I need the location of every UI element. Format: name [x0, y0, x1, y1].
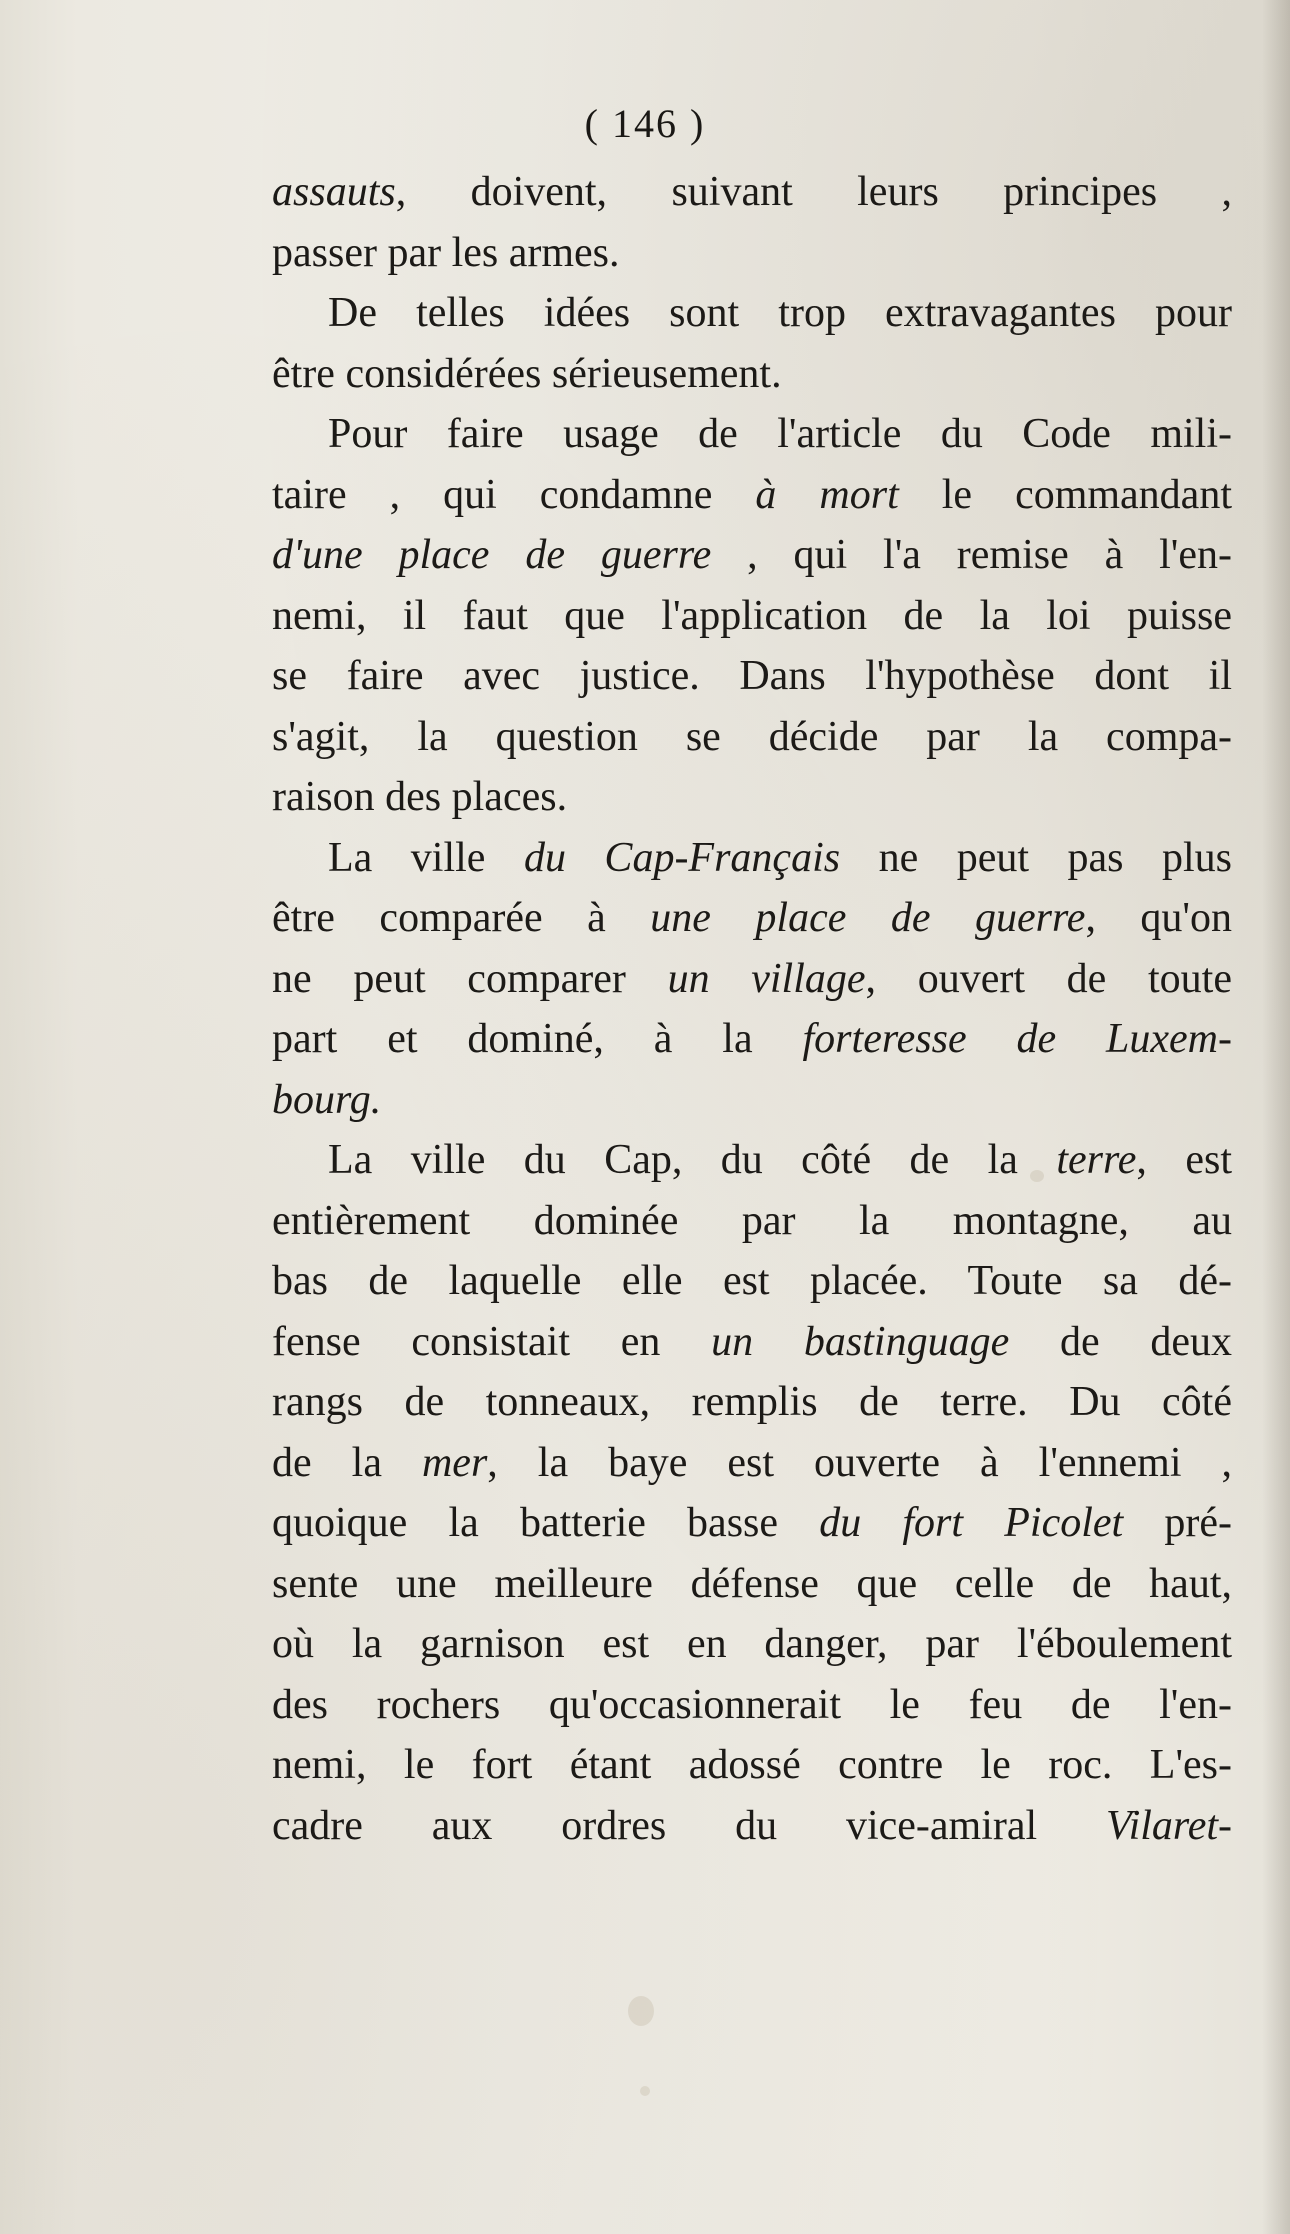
italic-text-segment: assauts	[272, 169, 396, 215]
text-segment: nemi, le fort étant adossé contre le roc. L'es-	[272, 1742, 1232, 1788]
text-segment: , la baye est ouverte à l'ennemi ,	[487, 1439, 1233, 1486]
text-line	[272, 1614, 1232, 1675]
text-line	[272, 1312, 1232, 1373]
text-segment: taire , qui condamne	[272, 471, 756, 518]
text-segment: être considérées sérieusement.	[272, 350, 782, 397]
text-segment: pré-	[1123, 1500, 1232, 1546]
text-line	[272, 223, 1232, 284]
text-line	[272, 646, 1232, 707]
text-segment: de la	[272, 1439, 422, 1486]
text-line	[272, 1493, 1232, 1554]
text-segment: où la garnison est en danger, par l'éboulement	[272, 1621, 1232, 1667]
text-line	[272, 1796, 1232, 1857]
text-segment: passer par les armes.	[272, 229, 620, 276]
text-segment: rangs de tonneaux, remplis de terre. Du côté	[272, 1379, 1232, 1425]
text-line	[272, 344, 1232, 405]
paper-stain	[640, 2086, 650, 2096]
text-segment: s'agit, la question se décide par la compa-	[272, 713, 1232, 760]
text-line	[272, 1191, 1232, 1252]
italic-text-segment: d'une place de guerre	[272, 532, 712, 578]
text-segment: La ville	[328, 834, 524, 881]
italic-text-segment: du fort Picolet	[819, 1500, 1124, 1546]
text-segment: le commandant	[898, 471, 1232, 518]
text-line	[272, 949, 1232, 1010]
text-segment: nemi, il faut que l'application de la loi puisse	[272, 592, 1232, 639]
italic-text-segment: forteresse de Luxem-	[802, 1016, 1232, 1062]
italic-text-segment: bourg.	[272, 1076, 382, 1123]
text-segment: , qu'on	[1085, 895, 1232, 941]
italic-text-segment: du Cap-Français	[523, 834, 841, 881]
italic-text-segment: une place de guerre	[650, 895, 1086, 941]
text-line	[272, 1070, 1232, 1131]
text-segment: se faire avec justice. Dans l'hypothèse dont il	[272, 653, 1232, 699]
italic-text-segment: un village	[667, 955, 866, 1002]
text-line	[272, 1675, 1232, 1736]
text-segment: , ouvert de toute	[865, 955, 1232, 1002]
text-line	[272, 404, 1232, 465]
text-line	[272, 1554, 1232, 1615]
text-segment: fense consistait en	[272, 1318, 712, 1365]
text-segment: ne peut pas plus	[840, 834, 1233, 881]
text-segment: raison des places.	[272, 774, 568, 820]
text-segment: être comparée à	[272, 895, 651, 941]
text-segment: des rochers qu'occasionnerait le feu de l'en-	[272, 1681, 1232, 1728]
page-edge-shadow	[1262, 0, 1290, 2234]
text-line	[272, 465, 1232, 526]
text-line	[272, 828, 1232, 889]
text-line	[272, 767, 1232, 828]
italic-text-segment: à mort	[755, 471, 899, 518]
body-text	[272, 162, 1232, 1856]
text-line	[272, 1372, 1232, 1433]
text-segment: ne peut comparer	[272, 955, 668, 1002]
italic-text-segment: un bastinguage	[711, 1318, 1010, 1365]
text-line	[272, 283, 1232, 344]
text-line	[272, 162, 1232, 223]
text-segment: Pour faire usage de l'article du Code mili-	[328, 411, 1232, 457]
paper-stain	[628, 1996, 654, 2026]
text-line	[272, 1735, 1232, 1796]
text-line	[272, 586, 1232, 647]
text-segment: , est	[1136, 1137, 1232, 1183]
text-segment: La ville du Cap, du côté de la	[328, 1137, 1057, 1183]
text-line	[272, 525, 1232, 586]
italic-text-segment: mer	[421, 1439, 488, 1486]
text-line	[272, 1433, 1232, 1494]
text-line	[272, 707, 1232, 768]
italic-text-segment: Vilaret-	[1106, 1802, 1232, 1849]
text-segment: bas de laquelle elle est placée. Toute sa dé-	[272, 1258, 1232, 1304]
text-segment: De telles idées sont trop extravagantes pour	[328, 290, 1232, 336]
text-segment: , doivent, suivant leurs principes ,	[395, 169, 1232, 215]
italic-text-segment: terre	[1056, 1137, 1137, 1183]
text-line	[272, 1130, 1232, 1191]
text-line	[272, 1009, 1232, 1070]
text-segment: , qui l'a remise à l'en-	[711, 532, 1232, 578]
text-line	[272, 1251, 1232, 1312]
text-segment: sente une meilleure défense que celle de haut,	[272, 1560, 1232, 1607]
text-segment: entièrement dominée par la montagne, au	[272, 1197, 1232, 1244]
text-segment: part et dominé, à la	[272, 1016, 803, 1062]
text-segment: cadre aux ordres du vice-amiral	[272, 1802, 1107, 1849]
text-segment: de deux	[1009, 1318, 1232, 1365]
text-segment: quoique la batterie basse	[272, 1500, 820, 1546]
page-number: ( 146 )	[584, 101, 706, 146]
text-line	[272, 888, 1232, 949]
